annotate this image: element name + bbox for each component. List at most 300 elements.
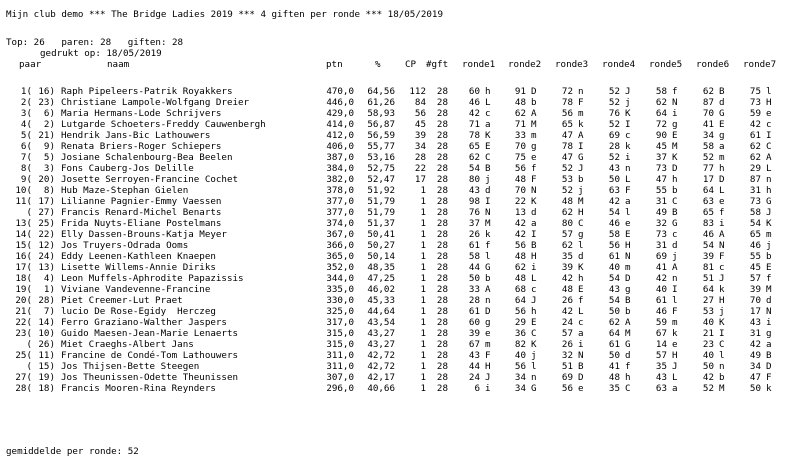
row-round-6-score: 53 — [702, 306, 714, 317]
row-round-6-score: 27 — [702, 295, 714, 306]
row-rank: 4( — [20, 119, 32, 130]
row-round-7-score: 73 — [749, 97, 761, 108]
row-round-4-opponent: M — [625, 328, 631, 339]
row-round-3-opponent: k — [578, 119, 584, 130]
row-points: 317,0 — [326, 317, 354, 328]
row-round-4-opponent: H — [625, 240, 631, 251]
row-round-7-score: 58 — [749, 207, 761, 218]
row-gifts: 28 — [436, 86, 448, 97]
row-round-2-score: 62 — [514, 108, 526, 119]
row-percentage: 55,77 — [367, 141, 395, 152]
row-rank: 6( — [20, 141, 32, 152]
row-round-4-score: 58 — [608, 229, 620, 240]
row-round-4-opponent: F — [625, 185, 631, 196]
row-points: 382,0 — [326, 174, 354, 185]
row-round-3-score: 62 — [561, 207, 573, 218]
row-round-6-opponent: N — [719, 240, 725, 251]
row-round-6-opponent: e — [719, 196, 725, 207]
row-round-1-opponent: G — [485, 262, 491, 273]
row-round-1-opponent: H — [485, 361, 491, 372]
row-round-4-score: 52 — [608, 86, 620, 97]
table-row — [0, 174, 799, 185]
row-pair: 19) — [38, 372, 55, 383]
row-round-3-opponent: c — [578, 317, 584, 328]
row-cp: 1 — [420, 339, 426, 350]
row-round-4-opponent: g — [625, 284, 631, 295]
row-round-4-score: 50 — [608, 174, 620, 185]
row-rank: 27( — [15, 372, 32, 383]
row-rank: 14( — [15, 229, 32, 240]
row-round-5-score: 47 — [655, 174, 667, 185]
row-gifts: 28 — [436, 339, 448, 350]
row-round-6-opponent: n — [719, 361, 725, 372]
row-round-1-score: 33 — [468, 284, 480, 295]
row-round-3-opponent: N — [578, 350, 584, 361]
row-name: Piet Creemer-Lut Praet — [61, 295, 183, 306]
row-round-2-score: 48 — [514, 174, 526, 185]
row-rank: 13( — [15, 218, 32, 229]
row-pair: 28) — [38, 295, 55, 306]
row-round-7-opponent: b — [766, 251, 772, 262]
row-rank: 22( — [15, 317, 32, 328]
row-round-5-score: 35 — [655, 361, 667, 372]
row-pair: 26) — [38, 339, 55, 350]
row-round-1-opponent: l — [485, 251, 491, 262]
row-points: 325,0 — [326, 306, 354, 317]
row-round-5-opponent: M — [672, 141, 678, 152]
row-round-5-opponent: a — [672, 383, 678, 394]
row-round-5-opponent: F — [672, 306, 678, 317]
row-gifts: 28 — [436, 240, 448, 251]
row-round-5-opponent: L — [672, 372, 678, 383]
row-round-2-opponent: a — [531, 218, 537, 229]
row-round-4-score: 61 — [608, 251, 620, 262]
row-round-5-score: 31 — [655, 240, 667, 251]
row-round-4-opponent: N — [625, 251, 631, 262]
row-round-6-opponent: G — [719, 108, 725, 119]
row-round-3-opponent: m — [578, 108, 584, 119]
row-round-4-score: 48 — [608, 372, 620, 383]
row-cp: 1 — [420, 196, 426, 207]
row-round-1-score: 76 — [468, 207, 480, 218]
row-round-4-opponent: b — [625, 306, 631, 317]
row-round-6-score: 63 — [702, 196, 714, 207]
row-round-2-score: 56 — [514, 240, 526, 251]
row-round-7-opponent: g — [766, 328, 772, 339]
row-name: Lilianne Pagnier-Emmy Vaessen — [61, 196, 222, 207]
row-round-3-opponent: K — [578, 262, 584, 273]
row-round-2-opponent: D — [531, 86, 537, 97]
row-round-5-opponent: E — [672, 130, 678, 141]
row-round-6-opponent: A — [719, 229, 725, 240]
row-round-5-score: 63 — [655, 383, 667, 394]
row-round-7-score: 87 — [749, 174, 761, 185]
table-row — [0, 328, 799, 339]
table-row — [0, 361, 799, 372]
row-round-1-score: 54 — [468, 163, 480, 174]
row-round-3-opponent: L — [578, 306, 584, 317]
row-gifts: 28 — [436, 196, 448, 207]
row-gifts: 28 — [436, 174, 448, 185]
row-round-1-opponent: h — [485, 86, 491, 97]
row-round-3-opponent: J — [578, 163, 584, 174]
row-points: 335,0 — [326, 284, 354, 295]
row-round-4-opponent: D — [625, 273, 631, 284]
row-round-6-opponent: g — [719, 130, 725, 141]
row-round-1-score: 98 — [468, 196, 480, 207]
row-cp: 1 — [420, 284, 426, 295]
row-round-7-score: 54 — [749, 218, 761, 229]
row-round-6-score: 17 — [702, 174, 714, 185]
row-pair: 6) — [43, 108, 55, 119]
row-cp: 56 — [414, 108, 426, 119]
row-name: Lisette Willems-Annie Diriks — [61, 262, 216, 273]
row-round-2-opponent: g — [531, 141, 537, 152]
table-row — [0, 196, 799, 207]
row-round-7-score: 49 — [749, 350, 761, 361]
row-round-7-opponent: D — [766, 361, 772, 372]
row-round-3-score: 56 — [561, 383, 573, 394]
top-value: Top: 26 — [6, 37, 45, 48]
row-round-7-score: 62 — [749, 141, 761, 152]
row-name: Hendrik Jans-Bic Lathouwers — [61, 130, 211, 141]
row-round-7-opponent: M — [766, 284, 772, 295]
row-round-6-opponent: a — [719, 141, 725, 152]
row-rank: 15( — [15, 240, 32, 251]
row-round-6-opponent: I — [719, 328, 725, 339]
row-round-4-opponent: G — [625, 339, 631, 350]
row-percentage: 48,35 — [367, 262, 395, 273]
row-round-5-score: 46 — [655, 306, 667, 317]
row-round-6-score: 64 — [702, 284, 714, 295]
row-round-1-opponent: K — [485, 130, 491, 141]
row-round-4-score: 64 — [608, 328, 620, 339]
row-round-5-score: 67 — [655, 328, 667, 339]
row-gifts: 28 — [436, 97, 448, 108]
table-row — [0, 141, 799, 152]
row-round-1-opponent: L — [485, 97, 491, 108]
row-round-6-score: 50 — [702, 361, 714, 372]
table-row — [0, 185, 799, 196]
row-pair: 1) — [43, 284, 55, 295]
row-round-7-opponent: I — [766, 130, 772, 141]
row-rank: 21( — [15, 306, 32, 317]
row-round-7-score: 61 — [749, 130, 761, 141]
row-gifts: 28 — [436, 130, 448, 141]
row-gifts: 28 — [436, 152, 448, 163]
row-rank: 3( — [20, 108, 32, 119]
row-round-4-opponent: B — [625, 295, 631, 306]
row-round-6-opponent: m — [719, 152, 725, 163]
row-percentage: 42,17 — [367, 372, 395, 383]
row-round-1-opponent: F — [485, 350, 491, 361]
row-round-1-opponent: m — [485, 339, 491, 350]
row-round-7-opponent: F — [766, 372, 772, 383]
row-round-3-score: 51 — [561, 361, 573, 372]
row-cp: 39 — [414, 130, 426, 141]
row-name: Ferro Graziano-Walther Jaspers — [61, 317, 227, 328]
row-pair: 25) — [38, 218, 55, 229]
row-round-6-opponent: D — [719, 174, 725, 185]
row-round-2-opponent: N — [531, 185, 537, 196]
row-round-5-score: 40 — [655, 284, 667, 295]
row-round-3-opponent: g — [578, 229, 584, 240]
row-cp: 1 — [420, 240, 426, 251]
row-percentage: 64,56 — [367, 86, 395, 97]
row-round-6-opponent: l — [719, 350, 725, 361]
row-name: Hub Maze-Stephan Gielen — [61, 185, 189, 196]
row-points: 315,0 — [326, 328, 354, 339]
row-pair: 18) — [38, 383, 55, 394]
row-round-6-score: 54 — [702, 240, 714, 251]
row-name: Francis Renard-Michel Benarts — [61, 207, 222, 218]
header-round-5: ronde5 — [649, 59, 683, 70]
row-cp: 1 — [420, 372, 426, 383]
row-round-2-opponent: M — [531, 119, 537, 130]
row-round-4-opponent: i — [625, 152, 631, 163]
row-round-3-score: 69 — [561, 372, 573, 383]
row-gifts: 28 — [436, 229, 448, 240]
row-round-7-score: 17 — [749, 306, 761, 317]
row-round-1-opponent: j — [485, 174, 491, 185]
row-round-7-opponent: c — [766, 119, 772, 130]
row-round-5-opponent: D — [672, 163, 678, 174]
table-row — [0, 97, 799, 108]
row-round-3-score: 42 — [561, 273, 573, 284]
row-round-5-opponent: G — [672, 218, 678, 229]
row-round-2-opponent: K — [531, 339, 537, 350]
row-round-1-score: 37 — [468, 218, 480, 229]
row-cp: 1 — [420, 185, 426, 196]
row-round-2-opponent: K — [531, 196, 537, 207]
row-round-2-opponent: c — [531, 284, 537, 295]
row-percentage: 52,75 — [367, 163, 395, 174]
row-round-2-score: 36 — [514, 328, 526, 339]
row-rank: 23( — [15, 328, 32, 339]
row-round-1-score: 58 — [468, 251, 480, 262]
row-round-5-opponent: h — [672, 174, 678, 185]
row-round-1-opponent: i — [485, 383, 491, 394]
row-round-7-opponent: B — [766, 350, 772, 361]
row-round-3-score: 72 — [561, 86, 573, 97]
row-round-1-opponent: I — [485, 196, 491, 207]
row-points: 406,0 — [326, 141, 354, 152]
header-cp: CP — [405, 59, 417, 70]
row-name: Jos Thijsen-Bette Steegen — [61, 361, 200, 372]
row-round-4-opponent: k — [625, 141, 631, 152]
header-pct: % — [375, 59, 381, 70]
row-name: Elly Dassen-Brouns-Katja Meyer — [61, 229, 227, 240]
table-row — [0, 86, 799, 97]
row-round-2-score: 70 — [514, 185, 526, 196]
row-round-3-score: 52 — [561, 163, 573, 174]
row-round-2-opponent: n — [531, 372, 537, 383]
row-round-6-opponent: d — [719, 97, 725, 108]
row-round-7-score: 73 — [749, 196, 761, 207]
row-round-3-score: 48 — [561, 196, 573, 207]
row-name: Leon Muffels-Aphrodite Papazissis — [61, 273, 244, 284]
row-round-4-score: 41 — [608, 361, 620, 372]
row-round-3-score: 26 — [561, 295, 573, 306]
row-gifts: 28 — [436, 361, 448, 372]
row-rank: 20( — [15, 295, 32, 306]
row-round-7-opponent: A — [766, 152, 772, 163]
row-round-2-opponent: H — [531, 251, 537, 262]
row-round-2-opponent: G — [531, 383, 537, 394]
row-round-6-opponent: C — [719, 339, 725, 350]
row-round-6-score: 41 — [702, 119, 714, 130]
row-gifts: 28 — [436, 328, 448, 339]
row-round-4-opponent: K — [625, 108, 631, 119]
row-name: Miet Craeghs-Albert Jans — [61, 339, 194, 350]
row-round-6-opponent: F — [719, 251, 725, 262]
row-round-4-score: 56 — [608, 240, 620, 251]
row-points: 344,0 — [326, 273, 354, 284]
row-cp: 112 — [409, 86, 426, 97]
row-round-2-score: 91 — [514, 86, 526, 97]
row-round-1-score: 60 — [468, 317, 480, 328]
row-round-7-score: 70 — [749, 295, 761, 306]
row-round-4-opponent: n — [625, 163, 631, 174]
row-round-4-score: 42 — [608, 196, 620, 207]
summary-line — [6, 37, 183, 48]
row-round-2-opponent: I — [531, 229, 537, 240]
row-round-4-opponent: J — [625, 86, 631, 97]
row-round-2-score: 70 — [514, 141, 526, 152]
header-naam: naam — [107, 59, 130, 70]
row-gifts: 28 — [436, 306, 448, 317]
row-round-4-score: 69 — [608, 130, 620, 141]
row-round-5-opponent: m — [672, 317, 678, 328]
row-pair: 9) — [43, 141, 55, 152]
row-gifts: 28 — [436, 273, 448, 284]
row-round-3-opponent: h — [578, 273, 584, 284]
row-round-6-score: 52 — [702, 152, 714, 163]
header-round-3: ronde3 — [555, 59, 589, 70]
row-name: Eddy Leenen-Kathleen Knaepen — [61, 251, 216, 262]
row-gifts: 28 — [436, 262, 448, 273]
row-cp: 1 — [420, 306, 426, 317]
row-points: 311,0 — [326, 350, 354, 361]
row-round-5-score: 43 — [655, 372, 667, 383]
row-round-7-score: 50 — [749, 383, 761, 394]
row-cp: 1 — [420, 251, 426, 262]
row-rank: 16( — [15, 251, 32, 262]
row-round-7-score: 34 — [749, 361, 761, 372]
row-round-1-score: 78 — [468, 130, 480, 141]
row-round-3-opponent: j — [578, 185, 584, 196]
row-pair: 13) — [38, 262, 55, 273]
row-round-6-score: 70 — [702, 108, 714, 119]
row-round-3-score: 53 — [561, 174, 573, 185]
gifts-count: giften: 28 — [127, 37, 184, 48]
row-round-6-opponent: E — [719, 119, 725, 130]
row-round-7-score: 47 — [749, 372, 761, 383]
row-round-4-score: 43 — [608, 163, 620, 174]
row-points: 414,0 — [326, 119, 354, 130]
row-rank: 2( — [20, 97, 32, 108]
row-round-2-opponent: J — [531, 295, 537, 306]
row-round-4-score: 61 — [608, 339, 620, 350]
header-paar: paar — [19, 59, 42, 70]
row-round-1-score: 61 — [468, 306, 480, 317]
row-round-5-score: 59 — [655, 317, 667, 328]
row-round-2-score: 48 — [514, 273, 526, 284]
table-row — [0, 284, 799, 295]
table-row — [0, 262, 799, 273]
row-percentage: 56,87 — [367, 119, 395, 130]
row-percentage: 51,92 — [367, 185, 395, 196]
row-round-5-score: 37 — [655, 152, 667, 163]
row-round-6-score: 46 — [702, 229, 714, 240]
row-rank: 25( — [15, 350, 32, 361]
row-name: Francis Mooren-Rina Reynders — [61, 383, 216, 394]
row-round-4-opponent: d — [625, 350, 631, 361]
row-cp: 1 — [420, 207, 426, 218]
results-table — [0, 86, 799, 394]
row-round-3-opponent: E — [578, 284, 584, 295]
row-pair: 22) — [38, 229, 55, 240]
row-cp: 22 — [414, 163, 426, 174]
row-round-6-opponent: f — [719, 207, 725, 218]
row-cp: 1 — [420, 361, 426, 372]
table-row — [0, 372, 799, 383]
header-round-2: ronde2 — [508, 59, 542, 70]
row-cp: 1 — [420, 350, 426, 361]
row-cp: 1 — [420, 262, 426, 273]
row-round-6-score: 39 — [702, 251, 714, 262]
row-round-4-score: 50 — [608, 306, 620, 317]
row-round-4-opponent: E — [625, 229, 631, 240]
row-round-5-opponent: N — [672, 97, 678, 108]
row-cp: 84 — [414, 97, 426, 108]
row-round-7-score: 31 — [749, 328, 761, 339]
row-gifts: 28 — [436, 317, 448, 328]
row-round-3-opponent: f — [578, 295, 584, 306]
row-cp: 1 — [420, 328, 426, 339]
row-round-2-opponent: e — [531, 152, 537, 163]
row-round-7-score: 43 — [749, 317, 761, 328]
row-round-2-score: 56 — [514, 361, 526, 372]
row-name: Frida Nuyts-Eliane Postelmans — [61, 218, 222, 229]
row-points: 367,0 — [326, 229, 354, 240]
row-round-5-opponent: j — [672, 251, 678, 262]
row-round-1-opponent: k — [485, 229, 491, 240]
header-gft: #gft — [426, 59, 449, 70]
row-points: 315,0 — [326, 339, 354, 350]
header-round-4: ronde4 — [602, 59, 636, 70]
row-round-3-opponent: D — [578, 372, 584, 383]
row-percentage: 46,02 — [367, 284, 395, 295]
table-row — [0, 273, 799, 284]
row-rank: 11( — [15, 196, 32, 207]
row-round-2-score: 34 — [514, 372, 526, 383]
row-round-5-score: 45 — [655, 141, 667, 152]
row-round-1-opponent: E — [485, 141, 491, 152]
row-round-3-opponent: d — [578, 251, 584, 262]
row-round-3-score: 65 — [561, 119, 573, 130]
row-round-5-score: 61 — [655, 295, 667, 306]
table-row — [0, 240, 799, 251]
row-round-2-score: 22 — [514, 196, 526, 207]
row-round-7-score: 57 — [749, 273, 761, 284]
row-round-7-opponent: C — [766, 141, 772, 152]
row-percentage: 45,33 — [367, 295, 395, 306]
row-round-5-opponent: B — [672, 207, 678, 218]
row-round-2-opponent: d — [531, 207, 537, 218]
row-gifts: 28 — [436, 119, 448, 130]
row-round-4-opponent: m — [625, 262, 631, 273]
